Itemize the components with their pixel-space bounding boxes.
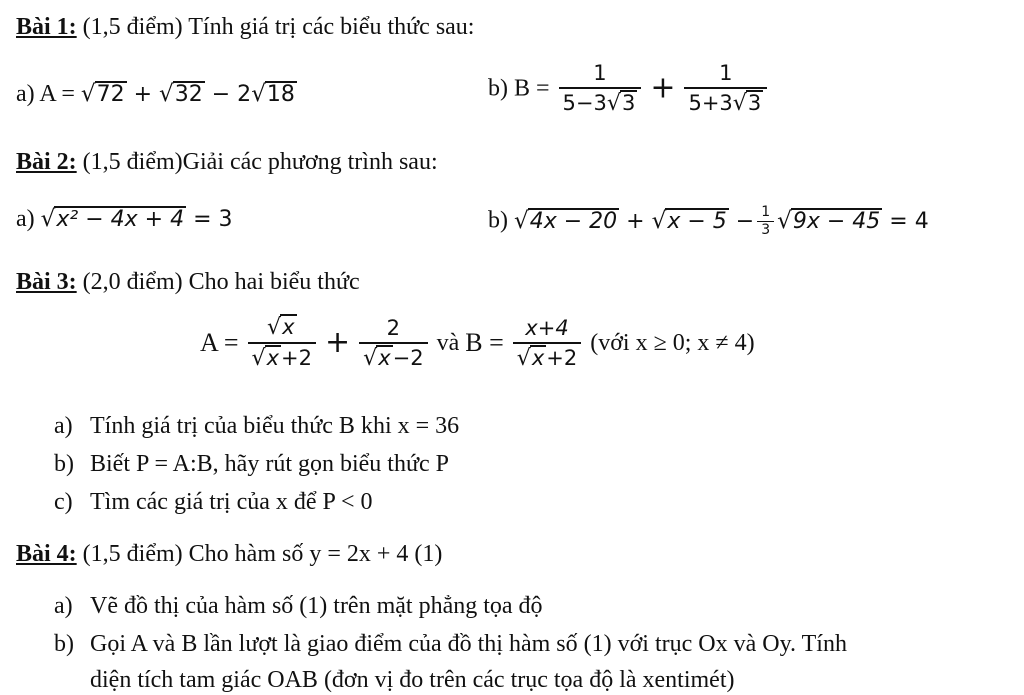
sqrt-9x-45: √9x − 45 <box>777 207 881 234</box>
sqrt-18: √18 <box>251 81 295 107</box>
fraction-one-third: $\frac{1}{3}$ <box>757 205 774 238</box>
fraction-1: $\frac{1}{5-3√3}$ <box>559 60 642 117</box>
problem-1-title: Bài 1: <box>16 14 77 40</box>
sqrt-32: √32 <box>159 81 203 107</box>
problem-3-formulas <box>200 314 755 372</box>
problem-3-title: Bài 3: <box>16 269 77 295</box>
problem-3-item-a: a) Tính giá trị của biểu thức B khi x = 36 <box>54 413 460 439</box>
problem-2a-label: a) <box>16 206 35 232</box>
problem-2b <box>488 205 929 238</box>
plus-sign: + <box>650 70 676 106</box>
fraction-2: $\frac{1}{5+3√3}$ <box>684 60 767 117</box>
problem-1b <box>488 60 770 117</box>
problem-2-points: (1,5 điểm) <box>82 149 183 175</box>
problem-1a-label: a) A = <box>16 81 75 107</box>
sqrt-x-5: √x − 5 <box>651 207 727 234</box>
problem-2-text: Giải các phương trình sau: <box>182 149 438 175</box>
fraction-b: $\frac{x+4}{√x+2}$ <box>513 315 581 372</box>
problem-1a <box>16 80 297 109</box>
problem-1-text: Tính giá trị các biểu thức sau: <box>188 14 475 40</box>
fraction-a1: $\frac{√x}{√x+2}$ <box>248 314 316 372</box>
a-label: A = <box>200 328 239 357</box>
minus-sign: − <box>735 208 755 234</box>
problem-3-item-b: b) Biết P = A:B, hãy rút gọn biểu thức P <box>54 451 449 477</box>
problem-2-heading <box>16 148 438 176</box>
sqrt-72: √72 <box>80 81 125 107</box>
problem-3-text: Cho hai biểu thức <box>188 269 360 295</box>
sqrt-expression: √x² − 4x + 4 <box>40 206 185 232</box>
problem-1-points: (1,5 điểm) <box>82 14 183 40</box>
problem-4-item-a: a) Vẽ đồ thị của hàm số (1) trên mặt phẳng tọa độ <box>54 593 543 619</box>
problem-4-text: Cho hàm số y = 2x + 4 (1) <box>188 541 443 567</box>
problem-4-points: (1,5 điểm) <box>82 541 183 567</box>
fraction-a2: $\frac{2}{√x-2}$ <box>359 315 427 372</box>
problem-3-heading <box>16 268 360 296</box>
problem-4-heading <box>16 540 442 568</box>
plus-sign: + <box>324 325 351 360</box>
plus-sign: + <box>626 208 645 234</box>
conjunction-text: và <box>436 330 460 356</box>
equation-rhs: = 3 <box>193 207 233 232</box>
problem-3-item-c: c) Tìm các giá trị của x để P < 0 <box>54 489 373 515</box>
equation-rhs: = 4 <box>889 208 929 234</box>
problem-4-title: Bài 4: <box>16 541 77 567</box>
problem-1b-label: b) B = <box>488 75 550 102</box>
plus-sign: + <box>133 82 153 107</box>
sqrt-4x-20: √4x − 20 <box>514 207 618 234</box>
b-label: B = <box>465 328 504 357</box>
problem-4-item-b: b) Gọi A và B lần lượt là giao điểm của đồ thị hàm số (1) với trục Ox và Oy. Tính <box>54 631 847 657</box>
problem-2-title: Bài 2: <box>16 149 77 175</box>
problem-2b-label: b) <box>488 207 508 234</box>
problem-1-heading <box>16 13 474 41</box>
condition-text: (với x ≥ 0; x ≠ 4) <box>590 330 755 356</box>
problem-3-points: (2,0 điểm) <box>82 269 183 295</box>
minus-sign: − 2 <box>211 82 252 107</box>
problem-4-item-b-continued: diện tích tam giác OAB (đơn vị đo trên các trục tọa độ là xentimét) <box>90 667 735 693</box>
problem-2a <box>16 205 233 234</box>
